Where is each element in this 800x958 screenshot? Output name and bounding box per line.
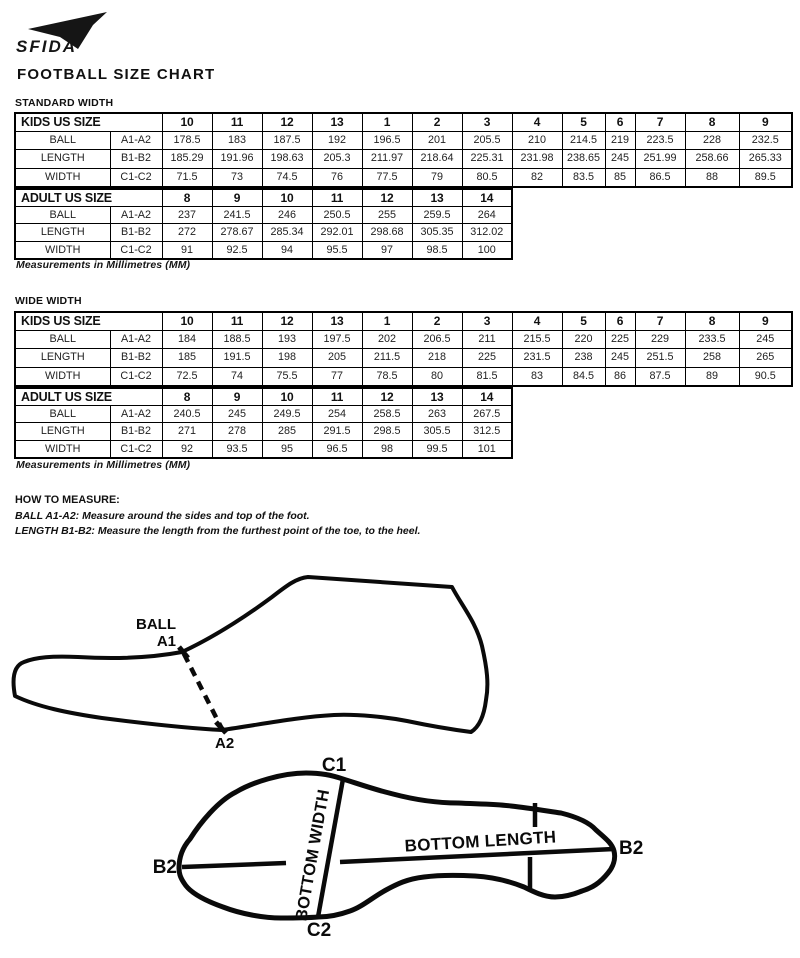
measurement-value: 211.97 (362, 150, 412, 168)
footnote-standard: Measurements in Millimetres (MM) (16, 259, 191, 271)
measurement-value: 205 (312, 349, 362, 367)
measurement-value: 258.5 (362, 406, 412, 423)
measurement-value: 259.5 (412, 207, 462, 224)
measurement-label: BALL (15, 132, 110, 150)
sole-bottom-length-label: BOTTOM LENGTH (404, 827, 557, 856)
measurement-value: 254 (312, 406, 362, 423)
measurement-value: 74 (212, 367, 262, 386)
measurement-value: 90.5 (739, 367, 792, 386)
size-column-header: 12 (262, 113, 312, 132)
measurement-value: 86 (605, 367, 635, 386)
measurement-value: 89.5 (739, 168, 792, 187)
measurement-value: 312.5 (462, 423, 512, 440)
measurement-value: 73 (212, 168, 262, 187)
how-to-measure-ball-line: BALL A1-A2: Measure around the sides and top of the foot. (15, 510, 310, 522)
measurement-value: 191.5 (212, 349, 262, 367)
size-column-header: 1 (362, 113, 412, 132)
measurement-value: 78.5 (362, 367, 412, 386)
size-column-header: 4 (512, 312, 562, 331)
measurement-value: 249.5 (262, 406, 312, 423)
measurement-value: 250.5 (312, 207, 362, 224)
measurement-value: 185 (162, 349, 212, 367)
size-column-header: 4 (512, 113, 562, 132)
measurement-value: 183 (212, 132, 262, 150)
bottom-length-line-left (182, 863, 286, 867)
measurement-code: A1-A2 (110, 406, 162, 423)
measurement-value: 96.5 (312, 440, 362, 458)
measurement-value: 89 (685, 367, 739, 386)
measurement-value: 231.98 (512, 150, 562, 168)
measurement-value: 267.5 (462, 406, 512, 423)
measurement-value: 87.5 (635, 367, 685, 386)
measurement-value: 245 (605, 150, 635, 168)
size-group-label: ADULT US SIZE (15, 189, 162, 207)
size-column-header: 7 (635, 312, 685, 331)
size-column-header: 14 (462, 388, 512, 406)
size-column-header: 10 (262, 388, 312, 406)
size-group-label: KIDS US SIZE (15, 113, 162, 132)
measurement-row (15, 150, 792, 168)
measurement-value: 263 (412, 406, 462, 423)
measurement-value: 95 (262, 440, 312, 458)
size-column-header: 5 (562, 312, 605, 331)
size-column-header: 6 (605, 312, 635, 331)
foot-sole-outline-diagram (140, 755, 660, 958)
size-column-header: 11 (312, 189, 362, 207)
size-column-header: 3 (462, 312, 512, 331)
measurement-value: 184 (162, 331, 212, 349)
measurement-value: 84.5 (562, 367, 605, 386)
measurement-value: 101 (462, 440, 512, 458)
measurement-value: 77.5 (362, 168, 412, 187)
sole-bottom-width-label: BOTTOM WIDTH (292, 787, 334, 923)
measurement-value: 198.63 (262, 150, 312, 168)
measurement-value: 285 (262, 423, 312, 440)
size-column-header: 13 (412, 388, 462, 406)
measurement-value: 98.5 (412, 241, 462, 259)
measurement-value: 251.5 (635, 349, 685, 367)
measurement-label: LENGTH (15, 349, 110, 367)
measurement-value: 215.5 (512, 331, 562, 349)
size-table-header-row (15, 388, 512, 406)
measurement-value: 246 (262, 207, 312, 224)
size-column-header: 10 (162, 113, 212, 132)
size-column-header: 12 (262, 312, 312, 331)
measurement-value: 178.5 (162, 132, 212, 150)
measurement-value: 74.5 (262, 168, 312, 187)
measurement-value: 86.5 (635, 168, 685, 187)
size-column-header: 1 (362, 312, 412, 331)
size-column-header: 12 (362, 388, 412, 406)
sole-c1-label: C1 (321, 755, 347, 776)
measurement-value: 245 (605, 349, 635, 367)
measurement-value: 205.5 (462, 132, 512, 150)
measurement-row (15, 168, 792, 187)
measurement-code: A1-A2 (110, 331, 162, 349)
measurement-value: 251.99 (635, 150, 685, 168)
measurement-value: 258 (685, 349, 739, 367)
measurement-value: 292.01 (312, 224, 362, 241)
measurement-label: LENGTH (15, 224, 110, 241)
measurement-value: 192 (312, 132, 362, 150)
measurement-label: LENGTH (15, 150, 110, 168)
measurement-value: 191.96 (212, 150, 262, 168)
measurement-value: 229 (635, 331, 685, 349)
measurement-code: C1-C2 (110, 241, 162, 259)
measurement-code: C1-C2 (110, 168, 162, 187)
measurement-value: 95.5 (312, 241, 362, 259)
measurement-value: 312.02 (462, 224, 512, 241)
measurement-value: 201 (412, 132, 462, 150)
measurement-row (15, 224, 512, 241)
measurement-value: 298.68 (362, 224, 412, 241)
size-column-header: 8 (162, 388, 212, 406)
measurement-label: WIDTH (15, 367, 110, 386)
measurement-value: 264 (462, 207, 512, 224)
size-group-label: ADULT US SIZE (15, 388, 162, 406)
size-column-header: 9 (739, 113, 792, 132)
measurement-value: 225 (462, 349, 512, 367)
measurement-value: 220 (562, 331, 605, 349)
size-column-header: 11 (212, 312, 262, 331)
measurement-value: 76 (312, 168, 362, 187)
measurement-value: 225.31 (462, 150, 512, 168)
standard-adult-size-table (14, 188, 513, 260)
measurement-label: BALL (15, 406, 110, 423)
measurement-value: 93.5 (212, 440, 262, 458)
footnote-wide: Measurements in Millimetres (MM) (16, 459, 191, 471)
measurement-row (15, 367, 792, 386)
measurement-value: 81.5 (462, 367, 512, 386)
measurement-code: B1-B2 (110, 349, 162, 367)
measurement-value: 219 (605, 132, 635, 150)
measurement-label: BALL (15, 207, 110, 224)
measurement-value: 291.5 (312, 423, 362, 440)
measurement-value: 197.5 (312, 331, 362, 349)
size-column-header: 13 (312, 113, 362, 132)
measurement-value: 237 (162, 207, 212, 224)
measurement-code: B1-B2 (110, 224, 162, 241)
measurement-code: A1-A2 (110, 207, 162, 224)
measurement-label: WIDTH (15, 440, 110, 458)
measurement-value: 100 (462, 241, 512, 259)
measurement-value: 206.5 (412, 331, 462, 349)
measurement-value: 88 (685, 168, 739, 187)
size-column-header: 7 (635, 113, 685, 132)
measurement-value: 82 (512, 168, 562, 187)
measurement-row (15, 331, 792, 349)
brand-wordmark: SFIDA (16, 37, 77, 56)
foot-a2-label: A2 (215, 735, 235, 752)
how-to-measure-title: HOW TO MEASURE: (15, 494, 120, 506)
measurement-value: 97 (362, 241, 412, 259)
size-column-header: 13 (412, 189, 462, 207)
measurement-value: 225 (605, 331, 635, 349)
size-table-header-row (15, 312, 792, 331)
measurement-value: 193 (262, 331, 312, 349)
size-column-header: 9 (212, 388, 262, 406)
measurement-value: 79 (412, 168, 462, 187)
size-column-header: 2 (412, 113, 462, 132)
measurement-value: 214.5 (562, 132, 605, 150)
measurement-value: 83 (512, 367, 562, 386)
size-column-header: 8 (685, 113, 739, 132)
size-column-header: 13 (312, 312, 362, 331)
measurement-label: BALL (15, 331, 110, 349)
foot-ball-label: BALL (136, 616, 176, 633)
measurement-value: 202 (362, 331, 412, 349)
measurement-value: 196.5 (362, 132, 412, 150)
measurement-value: 258.66 (685, 150, 739, 168)
measurement-value: 211.5 (362, 349, 412, 367)
measurement-label: LENGTH (15, 423, 110, 440)
page-title: FOOTBALL SIZE CHART (17, 66, 216, 83)
measurement-value: 285.34 (262, 224, 312, 241)
measurement-value: 245 (739, 331, 792, 349)
measurement-value: 210 (512, 132, 562, 150)
measurement-code: B1-B2 (110, 423, 162, 440)
size-table-header-row (15, 189, 512, 207)
measurement-value: 238 (562, 349, 605, 367)
measurement-value: 92.5 (212, 241, 262, 259)
measurement-value: 71.5 (162, 168, 212, 187)
ball-measure-dashed-line (184, 654, 221, 727)
size-column-header: 14 (462, 189, 512, 207)
measurement-value: 77 (312, 367, 362, 386)
foot-a1-label: A1 (156, 633, 176, 650)
measurement-value: 305.35 (412, 224, 462, 241)
measurement-value: 232.5 (739, 132, 792, 150)
sole-b2-left-label: B2 (152, 857, 177, 878)
measurement-value: 265 (739, 349, 792, 367)
measurement-label: WIDTH (15, 241, 110, 259)
standard-kids-size-table (14, 112, 793, 188)
measurement-value: 233.5 (685, 331, 739, 349)
measurement-value: 94 (262, 241, 312, 259)
measurement-row (15, 406, 512, 423)
measurement-value: 298.5 (362, 423, 412, 440)
measurement-value: 231.5 (512, 349, 562, 367)
measurement-value: 98 (362, 440, 412, 458)
measurement-value: 238.65 (562, 150, 605, 168)
measurement-value: 255 (362, 207, 412, 224)
measurement-value: 245 (212, 406, 262, 423)
measurement-value: 278 (212, 423, 262, 440)
measurement-code: B1-B2 (110, 150, 162, 168)
measurement-value: 271 (162, 423, 212, 440)
measurement-code: C1-C2 (110, 367, 162, 386)
size-column-header: 5 (562, 113, 605, 132)
section-label-standard-width: STANDARD WIDTH (15, 97, 114, 109)
measurement-value: 265.33 (739, 150, 792, 168)
how-to-measure-length-line: LENGTH B1-B2: Measure the length from the furthest point of the toe, to the heel. (15, 525, 421, 537)
measurement-value: 99.5 (412, 440, 462, 458)
measurement-row (15, 423, 512, 440)
wide-kids-size-table (14, 311, 793, 387)
size-column-header: 6 (605, 113, 635, 132)
measurement-row (15, 440, 512, 458)
size-column-header: 9 (739, 312, 792, 331)
measurement-value: 80 (412, 367, 462, 386)
measurement-value: 185.29 (162, 150, 212, 168)
measurement-value: 187.5 (262, 132, 312, 150)
size-column-header: 11 (312, 388, 362, 406)
measurement-value: 85 (605, 168, 635, 187)
measurement-value: 91 (162, 241, 212, 259)
measurement-value: 218.64 (412, 150, 462, 168)
sole-c2-label: C2 (306, 920, 332, 941)
section-label-wide-width: WIDE WIDTH (15, 295, 82, 307)
measurement-value: 198 (262, 349, 312, 367)
size-column-header: 2 (412, 312, 462, 331)
measurement-value: 241.5 (212, 207, 262, 224)
measurement-row (15, 241, 512, 259)
measurement-value: 188.5 (212, 331, 262, 349)
measurement-row (15, 132, 792, 150)
measurement-value: 83.5 (562, 168, 605, 187)
measurement-label: WIDTH (15, 168, 110, 187)
measurement-value: 228 (685, 132, 739, 150)
measurement-code: A1-A2 (110, 132, 162, 150)
measurement-value: 75.5 (262, 367, 312, 386)
measurement-code: C1-C2 (110, 440, 162, 458)
size-column-header: 3 (462, 113, 512, 132)
measurement-value: 218 (412, 349, 462, 367)
size-column-header: 10 (162, 312, 212, 331)
size-column-header: 8 (685, 312, 739, 331)
foot-side-profile-diagram (0, 558, 500, 758)
measurement-value: 272 (162, 224, 212, 241)
size-column-header: 10 (262, 189, 312, 207)
size-column-header: 12 (362, 189, 412, 207)
measurement-value: 211 (462, 331, 512, 349)
wide-adult-size-table (14, 387, 513, 459)
size-column-header: 9 (212, 189, 262, 207)
measurement-value: 72.5 (162, 367, 212, 386)
size-column-header: 8 (162, 189, 212, 207)
measurement-row (15, 349, 792, 367)
size-table-header-row (15, 113, 792, 132)
size-column-header: 11 (212, 113, 262, 132)
measurement-value: 240.5 (162, 406, 212, 423)
measurement-value: 223.5 (635, 132, 685, 150)
sole-b2-right-label: B2 (619, 838, 644, 859)
measurement-value: 205.3 (312, 150, 362, 168)
measurement-value: 305.5 (412, 423, 462, 440)
measurement-row (15, 207, 512, 224)
size-group-label: KIDS US SIZE (15, 312, 162, 331)
measurement-value: 278.67 (212, 224, 262, 241)
measurement-value: 92 (162, 440, 212, 458)
measurement-value: 80.5 (462, 168, 512, 187)
